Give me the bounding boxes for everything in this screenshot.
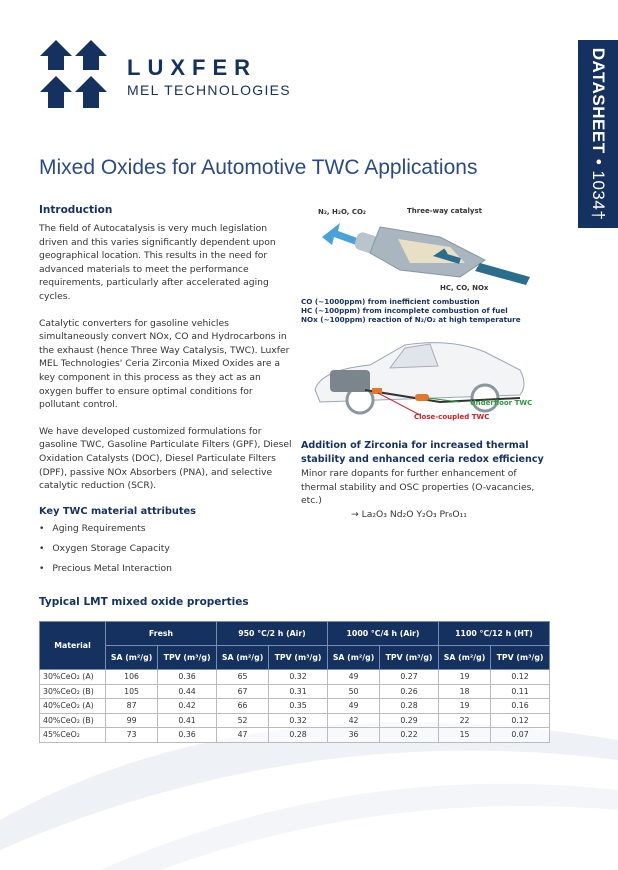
- material-cell: 40%CeO₂ (B): [40, 713, 106, 728]
- column-header: SA (m²/g): [438, 646, 490, 670]
- table-cell: 99: [106, 713, 158, 728]
- table-cell: 0.29: [380, 713, 439, 728]
- zirconia-text: Minor rare dopants for further enhancement of thermal stability and OSC properties (O-vacancies, etc.): [301, 468, 535, 507]
- table-cell: 73: [106, 728, 158, 743]
- properties-table: [39, 621, 550, 743]
- table-heading: Typical LMT mixed oxide properties: [39, 596, 249, 608]
- table-cell: 106: [106, 670, 158, 685]
- table-cell: 19: [438, 670, 490, 685]
- table-cell: 0.28: [269, 728, 328, 743]
- table-cell: 0.32: [269, 670, 328, 685]
- column-header: SA (m²/g): [216, 646, 268, 670]
- table-cell: 0.07: [491, 728, 550, 743]
- intro-heading: Introduction: [39, 204, 113, 216]
- note: HC (~100ppm) from incomplete combustion of fuel: [301, 306, 508, 315]
- group-header: 950 °C/2 h (Air): [216, 622, 327, 646]
- dopants: → La₂O₃ Nd₂O Y₂O₃ Pr₆O₁₁: [351, 508, 467, 520]
- outlet-label: N₂, H₂O, CO₂: [318, 208, 366, 216]
- table-cell: 0.44: [158, 684, 217, 699]
- table-cell: 0.31: [269, 684, 328, 699]
- table-cell: 0.11: [491, 684, 550, 699]
- table-cell: 36: [327, 728, 379, 743]
- attributes-list: [39, 519, 294, 579]
- table-cell: 49: [327, 699, 379, 714]
- table-cell: 15: [438, 728, 490, 743]
- column-header: TPV (m³/g): [269, 646, 328, 670]
- table-cell: 66: [216, 699, 268, 714]
- catalyst-label: Three-way catalyst: [407, 207, 483, 215]
- catalytic-converter-illustration: [310, 215, 540, 285]
- table-cell: 50: [327, 684, 379, 699]
- column-header: SA (m²/g): [327, 646, 379, 670]
- table-row: [40, 728, 550, 743]
- table-cell: 67: [216, 684, 268, 699]
- table-cell: 65: [216, 670, 268, 685]
- datasheet-number: 1034†: [589, 170, 608, 221]
- table-cell: 49: [327, 670, 379, 685]
- table-cell: 47: [216, 728, 268, 743]
- close-coupled-twc-label: Close-coupled TWC: [414, 413, 490, 421]
- table-row: [40, 670, 550, 685]
- table-cell: 18: [438, 684, 490, 699]
- inlet-label: HC, CO, NOx: [440, 284, 489, 292]
- material-cell: 30%CeO₂ (B): [40, 684, 106, 699]
- datasheet-label: DATASHEET: [589, 47, 608, 154]
- table-cell: 0.26: [380, 684, 439, 699]
- material-header: Material: [40, 622, 106, 670]
- table-cell: 19: [438, 699, 490, 714]
- note: NOx (~100ppm) reaction of N₂/O₂ at high temperature: [301, 315, 521, 324]
- material-cell: 45%CeO₂: [40, 728, 106, 743]
- column-header: TPV (m³/g): [380, 646, 439, 670]
- group-header: 1100 °C/12 h (HT): [438, 622, 549, 646]
- note: CO (~1000ppm) from inefficient combustion: [301, 297, 480, 306]
- table-cell: 0.16: [491, 699, 550, 714]
- table-cell: 105: [106, 684, 158, 699]
- car-illustration: [310, 330, 533, 425]
- underfloor-twc-label: Underfloor TWC: [470, 399, 533, 407]
- table-cell: 22: [438, 713, 490, 728]
- table-cell: 0.42: [158, 699, 217, 714]
- table-row: [40, 684, 550, 699]
- group-header: Fresh: [106, 622, 217, 646]
- table-row: [40, 713, 550, 728]
- column-header: TPV (m³/g): [158, 646, 217, 670]
- table-cell: 0.36: [158, 670, 217, 685]
- list-item: • Oxygen Storage Capacity: [39, 539, 294, 559]
- intro-paragraph: The field of Autocatalysis is very much legislation driven and this varies significantly dependent upon geographical location. This results in the need for advanced materials to meet the performance requirements, particularly after accelerated aging cycles.: [39, 223, 276, 302]
- table-cell: 0.36: [158, 728, 217, 743]
- attributes-heading: Key TWC material attributes: [39, 505, 196, 517]
- group-header: 1000 °C/4 h (Air): [327, 622, 438, 646]
- luxfer-logo-icon: [40, 40, 107, 108]
- brand-name: LUXFER: [127, 55, 257, 80]
- table-cell: 42: [327, 713, 379, 728]
- zirconia-heading: Addition of Zirconia for increased thermal stability and enhanced ceria redox efficiency: [301, 440, 544, 465]
- table-row: [40, 699, 550, 714]
- column-header: SA (m²/g): [106, 646, 158, 670]
- table-cell: 0.35: [269, 699, 328, 714]
- page-title: Mixed Oxides for Automotive TWC Applications: [39, 156, 478, 179]
- table-cell: 0.41: [158, 713, 217, 728]
- brand-subtitle: MEL TECHNOLOGIES: [127, 82, 291, 98]
- separator: •: [589, 158, 608, 166]
- material-cell: 30%CeO₂ (A): [40, 670, 106, 685]
- table-cell: 0.28: [380, 699, 439, 714]
- table-cell: 0.12: [491, 670, 550, 685]
- intro-paragraph: Catalytic converters for gasoline vehicles simultaneously convert NOx, CO and Hydrocarbons in the exhaust (hence Three Way Catalysis, TWC). Luxfer MEL Technologies' Ceria Zirconia Mixed Oxides are a key component in this process as they act as an oxygen buffer to ensure optimal conditions for pollutant control.: [39, 317, 290, 411]
- table-cell: 0.22: [380, 728, 439, 743]
- list-item: • Aging Requirements: [39, 519, 294, 539]
- brand: [127, 55, 291, 98]
- column-header: TPV (m³/g): [491, 646, 550, 670]
- table-cell: 0.12: [491, 713, 550, 728]
- table-cell: 87: [106, 699, 158, 714]
- list-item: • Precious Metal Interaction: [39, 559, 294, 579]
- table-cell: 0.32: [269, 713, 328, 728]
- intro-paragraph: We have developed customized formulations for gasoline TWC, Gasoline Particulate Filters (GPF), Diesel Oxidation Catalysts (DOC), Diesel Particulate Filters (DPF), passive NOx Absorbers (PNA), and selective catalytic reduction (SCR).: [39, 425, 292, 492]
- material-cell: 40%CeO₂ (A): [40, 699, 106, 714]
- table-cell: 0.27: [380, 670, 439, 685]
- datasheet-tab: [578, 40, 618, 228]
- table-cell: 52: [216, 713, 268, 728]
